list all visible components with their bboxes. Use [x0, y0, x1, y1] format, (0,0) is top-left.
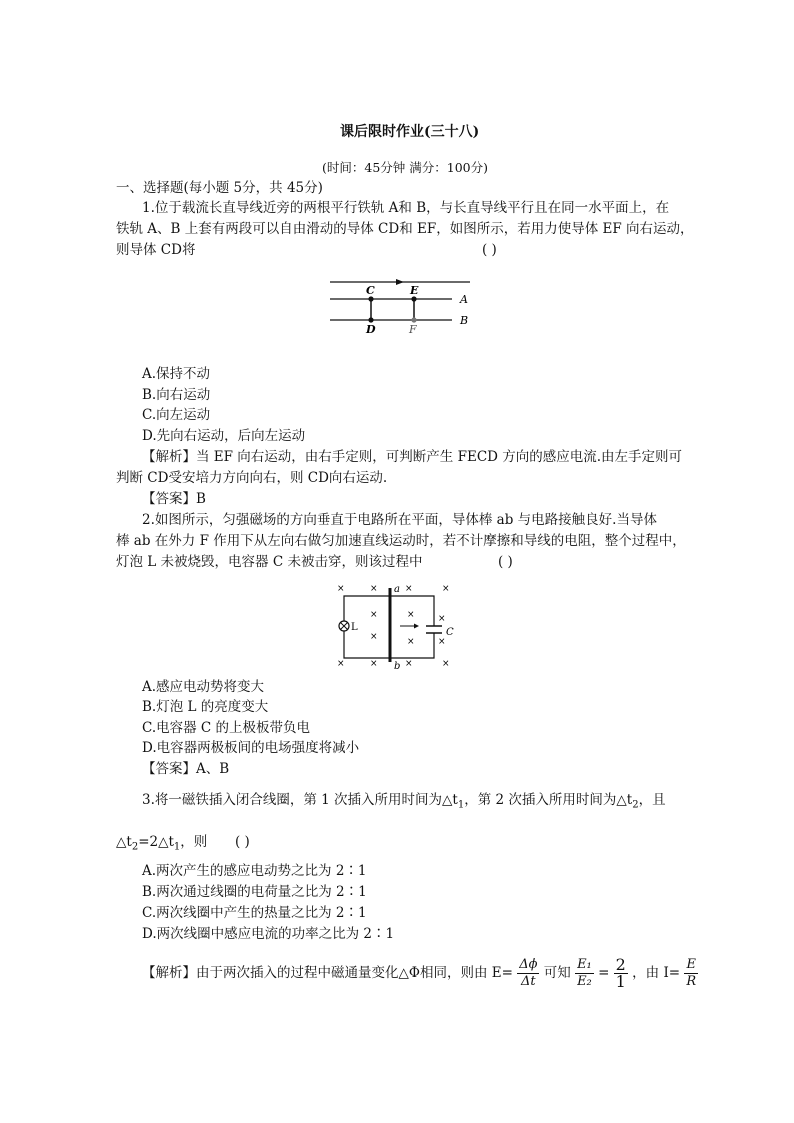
q1-text-line1: 1.位于载流长直导线近旁的两根平行铁轨 A和 B，与长直导线平行且在同一水平面上，在 [142, 200, 670, 216]
q1-answer: 【答案】B [142, 491, 206, 507]
q2-option-b: B.灯泡 L 的亮度变大 [142, 699, 269, 715]
formula-fraction: $\frac{\Delta\phi}{\Delta t}$ [519, 957, 538, 989]
q2-label-capacitor: C [446, 627, 454, 638]
q1-option-b: B.向右运动 [142, 387, 211, 403]
q1-label-c: C [366, 284, 375, 297]
section-heading: 一、选择题(每小题 5分，共 45分) [116, 180, 323, 196]
q2-field-mark: × [405, 584, 413, 594]
q2-field-mark: × [370, 632, 378, 642]
q2-answer: 【答案】A、B [142, 761, 230, 777]
q3-answer-bracket: ( ) [235, 834, 250, 850]
q1-label-d: D [366, 323, 376, 336]
q1-label-a: A [460, 293, 468, 306]
formula-fraction: $\frac{E}{R}$ [686, 957, 697, 989]
q2-answer-bracket: ( ) [498, 554, 513, 570]
q2-field-mark: × [337, 659, 345, 669]
q2-field-mark: × [442, 659, 450, 669]
q2-text-line1: 2.如图所示，匀强磁场的方向垂直于电路所在平面，导体棒 ab 与电路接触良好.当导体 [142, 512, 657, 528]
q2-field-mark: × [438, 637, 446, 647]
q2-label-force [422, 623, 423, 624]
q3-option-a: A.两次产生的感应电动势之比为 2∶1 [142, 863, 367, 879]
q2-field-mark: × [442, 584, 450, 594]
exam-meta: (时间：45分钟 满分：100分) [322, 160, 488, 175]
q1-label-f: F [409, 323, 417, 336]
formula-fraction: $\frac{\text{E₁}}{\text{E₂}}$ [577, 957, 592, 989]
q3-option-c: C.两次线圈中产生的热量之比为 2∶1 [142, 905, 367, 921]
q2-field-mark: × [405, 659, 413, 669]
q2-label-b: b [394, 661, 401, 672]
formula-fraction: $\frac{2}{1}$ [615, 955, 626, 991]
q2-text-line3: 灯泡 L 未被烧毁，电容器 C 未被击穿，则该过程中 [116, 554, 423, 570]
q2-option-c: C.电容器 C 的上极板带负电 [142, 720, 311, 736]
q1-text-line2: 铁轨 A、B 上套有两段可以自由滑动的导体 CD和 EF，如图所示，若用力使导体 EF 向右运动， [116, 221, 694, 237]
q1-option-c: C.向左运动 [142, 407, 211, 423]
q1-text-line3: 则导体 CD将 [116, 242, 196, 258]
q2-field-mark: × [407, 637, 415, 647]
q2-text-line2: 棒 ab 在外力 F 作用下从左向右做匀加速直线运动时，若不计摩擦和导线的电阻，整个过程中， [116, 533, 686, 549]
q2-figure-circuit [330, 580, 462, 672]
q2-label-a: a [394, 584, 400, 595]
q1-label-e: E [410, 284, 419, 297]
q2-field-mark: × [370, 659, 378, 669]
q1-option-d: D.先向右运动，后向左运动 [142, 428, 306, 444]
q1-analysis-line2: 判断 CD受安培力方向向右，则 CD向右运动. [116, 470, 388, 486]
q3-option-d: D.两次线圈中感应电流的功率之比为 2∶1 [142, 926, 395, 942]
q2-option-a: A.感应电动势将变大 [142, 679, 265, 695]
q1-analysis-line1: 【解析】当 EF 向右运动，由右手定则，可判断产生 FECD 方向的感应电流.由左手定则可 [142, 449, 683, 465]
q1-option-a: A.保持不动 [142, 366, 211, 382]
q3-text-line2: $\triangle t_2=2\triangle t_1$，则 [116, 834, 208, 853]
q3-analysis: 【解析】由于两次插入的过程中磁通量变化△Φ相同，则由 E= $\frac{\Delta\phi}{\Delta t}$ 可知 $\frac{\text{E₁}}{\text{E₂}}$ = $\frac{2}{1}$ ，由 I= $\frac{E}{R}$ [142, 955, 697, 991]
q2-field-mark: × [337, 584, 345, 594]
q2-option-d: D.电容器两极板间的电场强度将减小 [142, 740, 360, 756]
q3-text-line1: 3.将一磁铁插入闭合线圈，第 1 次插入所用时间为$\triangle t_1$，第 2 次插入所用时间为$\triangle t_2$，且 [142, 792, 666, 811]
q1-label-b: B [460, 314, 469, 327]
q2-field-mark: × [370, 584, 378, 594]
q1-figure-rails [320, 272, 480, 344]
q2-field-mark: × [370, 610, 378, 620]
q1-answer-bracket: ( ) [482, 242, 497, 258]
q3-option-b: B.两次通过线圈的电荷量之比为 2∶1 [142, 884, 367, 900]
page-title: 课后限时作业(三十八) [340, 124, 480, 140]
q2-label-lamp: L [351, 622, 358, 633]
q2-field-mark: × [407, 610, 415, 620]
q2-field-mark: × [438, 614, 446, 624]
